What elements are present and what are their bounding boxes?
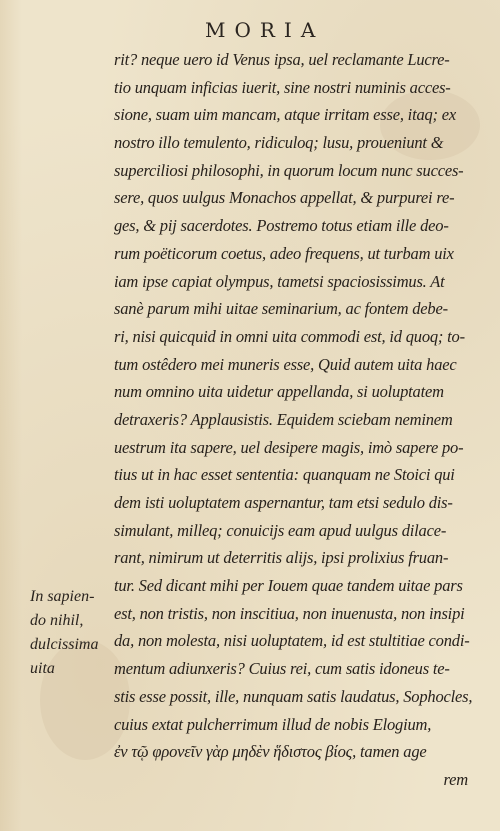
text-line: sione, suam uim mancam, atque irritam esse, itaq; ex	[114, 105, 457, 125]
text-line: da, non molesta, nisi uoluptatem, id est stultitiae condi-	[114, 631, 470, 651]
margin-note-line: uita	[30, 660, 55, 677]
text-line: tius ut in hac esset sententia: quanquam ne Stoici qui	[114, 465, 455, 485]
margin-note-line: In sapien-	[30, 588, 95, 605]
text-line: ri, nisi quicquid in omni uita commodi est, id quoq; to-	[114, 326, 465, 346]
body-text	[114, 46, 486, 794]
margin-note-line: dulcissima	[30, 636, 99, 653]
text-line: sere, quos uulgus Monachos appellat, & purpurei re-	[114, 188, 455, 208]
text-line: stis esse possit, ille, nunquam satis laudatus, Sophocles,	[114, 686, 473, 706]
text-line: uestrum ita sapere, uel desipere magis, imò sapere po-	[114, 437, 464, 457]
text-line: nostro illo temulento, ridiculoq; lusu, proueniunt &	[114, 133, 444, 153]
margin-note	[30, 585, 108, 681]
text-line: simulant, milleq; conuicijs eam apud uulgus dilace-	[114, 520, 447, 540]
text-line: rit? neque uero id Venus ipsa, uel reclamante Lucre-	[114, 50, 450, 69]
text-line: tur. Sed dicant mihi per Iouem quae tandem uitae pars	[114, 576, 463, 596]
text-line: ges, & pij sacerdotes. Postremo totus etiam ille deo-	[114, 216, 449, 236]
text-line: tio unquam inficias iuerit, sine nostri numinis acces-	[114, 77, 451, 97]
text-line: cuius extat pulcherrimum illud de nobis Elogium,	[114, 714, 432, 734]
text-line: iam ipse capiat olympus, tametsi spaciosissimus. At	[114, 271, 445, 291]
catchword: rem	[443, 769, 468, 789]
text-line: rant, nimirum ut deterritis alijs, ipsi prolixius fruan-	[114, 548, 449, 568]
text-line: dem isti uoluptatem aspernantur, tam etsi sedulo dis-	[114, 493, 453, 512]
text-line: est, non tristis, non inscitiua, non inuenusta, non insipi	[114, 603, 465, 623]
text-line: rum poëticorum coetus, adeo frequens, ut turbam uix	[114, 243, 454, 263]
running-head: MORIA	[205, 18, 325, 42]
text-line: superciliosi philosophi, in quorum locum nunc succes-	[114, 160, 464, 180]
text-line: sanè parum mihi uitae seminarium, ac fontem debe-	[114, 299, 448, 319]
text-line: detraxeris? Applausistis. Equidem sciebam neminem	[114, 409, 453, 429]
text-line: ἐν τῷ φρονεῖν γὰρ μηδὲν ἥδιστος βίος, tamen age	[114, 742, 427, 762]
text-line: mentum adiunxeris? Cuius rei, cum satis idoneus te-	[114, 659, 450, 679]
text-line: num omnino uita uidetur appellanda, si uoluptatem	[114, 382, 444, 402]
text-line: tum ostêdero mei muneris esse, Quid autem uita haec	[114, 354, 457, 374]
margin-note-line: do nihil,	[30, 612, 84, 629]
